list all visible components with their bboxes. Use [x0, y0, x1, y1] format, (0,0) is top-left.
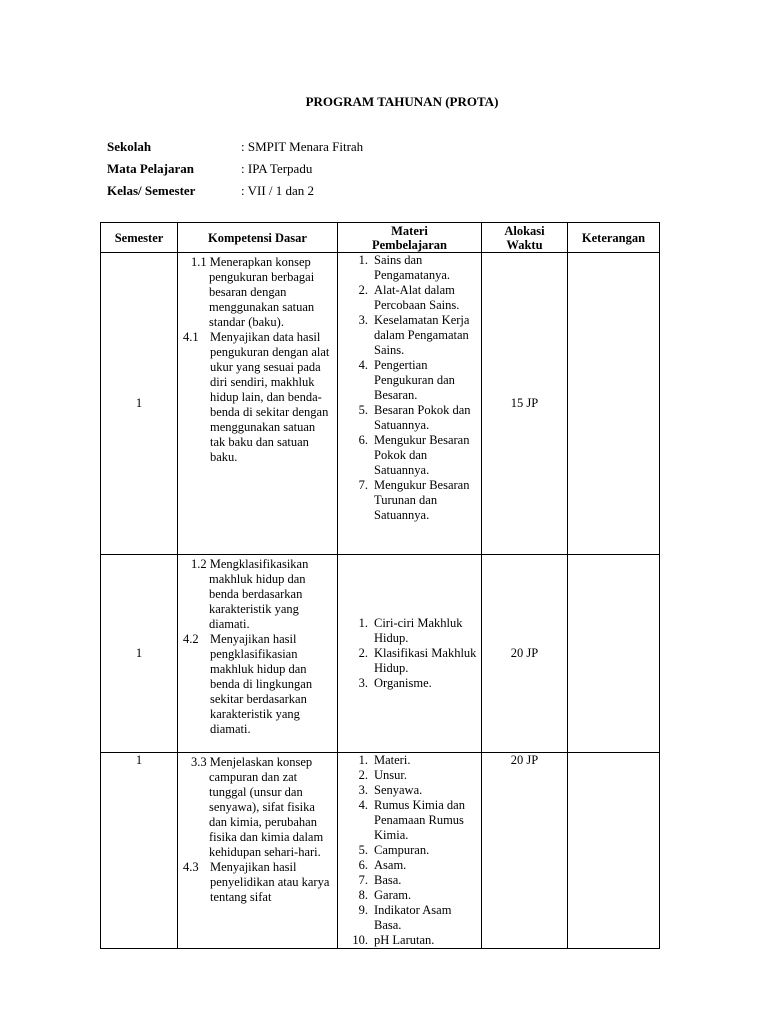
info-label: Mata Pelajaran [107, 161, 195, 176]
list-num: 4. [358, 798, 368, 812]
kd-num: 1.1 [191, 255, 207, 269]
cell-keterangan [568, 253, 660, 555]
header-materi [338, 223, 482, 253]
list-text: Pengertian Pengukuran dan Besaran. [374, 358, 455, 402]
kd-num: 4.2 [183, 632, 199, 646]
list-num: 1. [358, 616, 368, 630]
list-text: Mengukur Besaran Turunan dan Satuannya. [374, 478, 470, 522]
cell-keterangan [568, 753, 660, 949]
prota-table [100, 222, 660, 949]
kd-text: Menerapkan konsep pengukuran berbagai besaran dengan menggunakan satuan standar (baku). [209, 255, 315, 329]
cell-kompetensi-dasar [178, 555, 338, 753]
list-text: Mengukur Besaran Pokok dan Satuannya. [374, 433, 470, 477]
materi-list [338, 253, 481, 523]
info-value: : VII / 1 dan 2 [241, 183, 315, 198]
list-num: 3. [358, 676, 368, 690]
list-item [338, 253, 477, 283]
list-item [338, 358, 477, 403]
materi-list [338, 753, 481, 948]
list-text: Sains dan Pengamatanya. [374, 253, 451, 282]
kd-text: Menyajikan hasil penyelidikan atau karya tentang sifat [210, 860, 330, 904]
kd-text: Menyajikan hasil pengklasifikasian makhluk hidup dan benda di lingkungan sekitar berdasarkan karakteristik yang diamati. [210, 632, 313, 736]
list-item [338, 783, 477, 798]
list-num: 2. [358, 646, 368, 660]
list-item [338, 873, 477, 888]
list-num: 5. [358, 403, 368, 417]
list-item [338, 283, 477, 313]
list-num: 10. [352, 933, 368, 947]
header-kompetensi-dasar: Kompetensi Dasar [178, 223, 338, 253]
list-item [338, 768, 477, 783]
kd-item [182, 255, 333, 330]
kd-item [182, 755, 333, 860]
list-text: Besaran Pokok dan Satuannya. [374, 403, 471, 432]
list-text: Indikator Asam Basa. [374, 903, 452, 932]
list-text: Alat-Alat dalam Percobaan Sains. [374, 283, 460, 312]
list-text: Asam. [374, 858, 407, 872]
kd-item [182, 860, 333, 905]
list-text: Rumus Kimia dan Penamaan Rumus Kimia. [374, 798, 465, 842]
kd-item [182, 557, 333, 632]
info-label: Sekolah [107, 139, 152, 154]
list-text: Materi. [374, 753, 411, 767]
cell-semester: 1 [101, 555, 178, 753]
cell-kompetensi-dasar [178, 753, 338, 949]
list-num: 3. [358, 783, 368, 797]
cell-alokasi: 20 JP [482, 753, 568, 949]
list-text: Organisme. [374, 676, 432, 690]
list-text: Campuran. [374, 843, 430, 857]
kd-text: Menjelaskan konsep campuran dan zat tunggal (unsur dan senyawa), sifat fisika dan kimia, perubahan fisika dan kimia dalam kehidupan sehari-hari. [209, 755, 324, 859]
info-label: Kelas/ Semester [107, 183, 196, 198]
list-num: 1. [358, 753, 368, 767]
list-item [338, 753, 477, 768]
kd-num: 4.1 [183, 330, 199, 344]
list-num: 1. [358, 253, 368, 267]
list-item [338, 313, 477, 358]
cell-keterangan [568, 555, 660, 753]
kd-item [182, 330, 333, 465]
kd-item [182, 632, 333, 737]
table-header-row [101, 223, 660, 253]
kd-text: Menyajikan data hasil pengukuran dengan alat ukur yang sesuai pada diri sendiri, makhluk hidup lain, dan benda-benda di sekitar dengan menggunakan satuan tak baku dan satuan baku. [210, 330, 330, 464]
header-keterangan: Keterangan [568, 223, 660, 253]
list-text: Ciri-ciri Makhluk Hidup. [374, 616, 463, 645]
cell-alokasi: 20 JP [482, 555, 568, 753]
header-semester: Semester [101, 223, 178, 253]
list-item [338, 433, 477, 478]
kd-num: 1.2 [191, 557, 207, 571]
table-row [101, 555, 660, 753]
materi-list [338, 616, 481, 691]
cell-materi [338, 253, 482, 555]
list-num: 3. [358, 313, 368, 327]
info-value: : IPA Terpadu [241, 161, 313, 176]
list-num: 7. [358, 873, 368, 887]
list-item [338, 798, 477, 843]
list-text: Unsur. [374, 768, 407, 782]
list-text: Garam. [374, 888, 412, 902]
kd-num: 3.3 [191, 755, 207, 769]
list-item [338, 843, 477, 858]
document-title: PROGRAM TAHUNAN (PROTA) [305, 94, 499, 109]
list-text: Senyawa. [374, 783, 423, 797]
cell-semester: 1 [101, 253, 178, 555]
list-item [338, 403, 477, 433]
list-num: 6. [358, 433, 368, 447]
header-alokasi-text: Alokasi Waktu [504, 223, 545, 252]
list-num: 8. [358, 888, 368, 902]
table-row [101, 753, 660, 949]
table-row [101, 253, 660, 555]
list-text: Basa. [374, 873, 402, 887]
list-item [338, 616, 477, 646]
list-text: pH Larutan. [374, 933, 435, 947]
list-num: 2. [358, 768, 368, 782]
list-num: 4. [358, 358, 368, 372]
list-num: 6. [358, 858, 368, 872]
kd-num: 4.3 [183, 860, 199, 874]
list-text: Keselamatan Kerja dalam Pengamatan Sains. [374, 313, 470, 357]
list-text: Klasifikasi Makhluk Hidup. [374, 646, 477, 675]
info-value: : SMPIT Menara Fitrah [241, 139, 364, 154]
cell-semester: 1 [101, 753, 178, 949]
list-item [338, 858, 477, 873]
list-item [338, 903, 477, 933]
list-num: 7. [358, 478, 368, 492]
cell-materi [338, 753, 482, 949]
list-item [338, 676, 477, 691]
kd-text: Mengklasifikasikan makhluk hidup dan benda berdasarkan karakteristik yang diamati. [209, 557, 309, 631]
list-item [338, 646, 477, 676]
list-num: 5. [358, 843, 368, 857]
list-num: 2. [358, 283, 368, 297]
list-num: 9. [358, 903, 368, 917]
list-item [338, 478, 477, 523]
header-materi-text: Materi Pembelajaran [372, 223, 447, 252]
cell-alokasi: 15 JP [482, 253, 568, 555]
header-alokasi [482, 223, 568, 253]
cell-kompetensi-dasar [178, 253, 338, 555]
cell-materi [338, 555, 482, 753]
list-item [338, 933, 477, 948]
list-item [338, 888, 477, 903]
